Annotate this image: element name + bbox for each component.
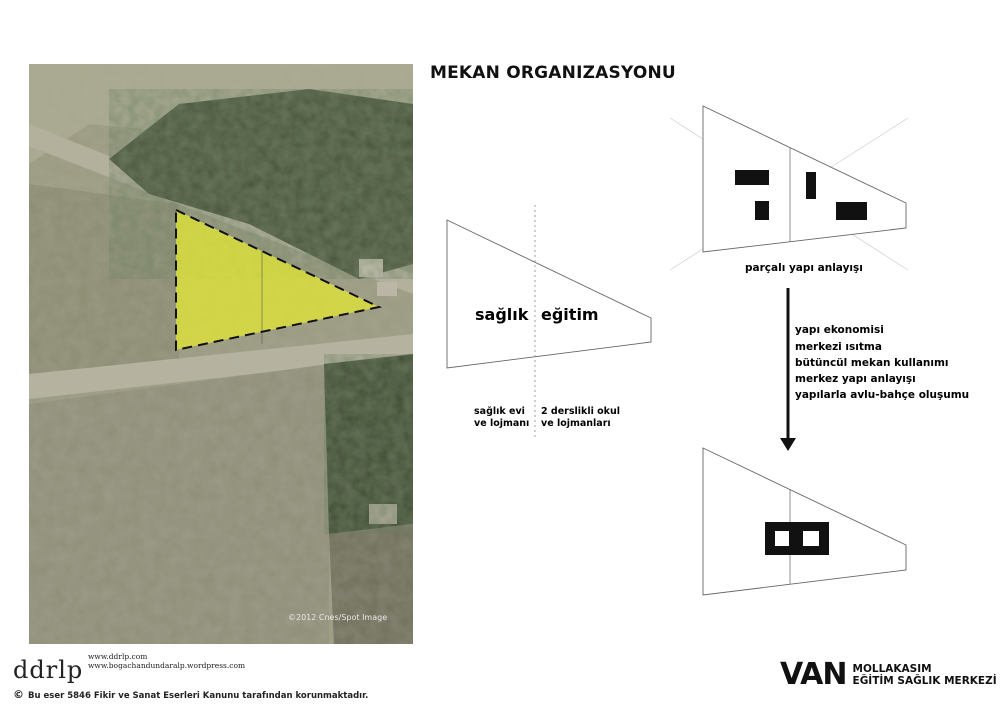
- license-note: [13, 688, 368, 701]
- block-1: [735, 170, 769, 185]
- block-3: [806, 172, 816, 199]
- note-2: merkezi ısıtma: [795, 341, 882, 353]
- caption-parcali: parçalı yapı anlayışı: [745, 262, 863, 274]
- transition-arrow: [780, 288, 796, 451]
- note-4: merkez yapı anlayışı: [795, 373, 916, 385]
- note-3: bütüncül mekan kullanımı: [795, 357, 949, 369]
- project-name-1: MOLLAKASIM: [852, 663, 932, 675]
- block-4: [836, 202, 867, 220]
- url-2[interactable]: www.bogachandundaralp.wordpress.com: [88, 661, 246, 670]
- central-block: [765, 522, 829, 555]
- block-2: [755, 201, 769, 220]
- note-1: yapı ekonomisi: [795, 324, 884, 336]
- caption-egitim-2: ve lojmanları: [541, 418, 611, 429]
- note-5: yapılarla avlu-bahçe oluşumu: [795, 389, 970, 401]
- caption-saglik-2: ve lojmanı: [474, 418, 530, 429]
- ddrlp-logo: ddrlp: [13, 656, 84, 684]
- diagram-zoning: [447, 205, 651, 440]
- project-title: [780, 657, 997, 692]
- label-saglik: sağlık: [475, 305, 529, 324]
- footer-urls: [88, 652, 245, 670]
- page-title: MEKAN ORGANIZASYONU: [430, 63, 676, 83]
- arrow-notes: [795, 324, 969, 401]
- diagram-fragmented: [670, 106, 908, 274]
- label-egitim: eğitim: [541, 305, 599, 324]
- project-name-2: EĞİTİM SAĞLIK MERKEZİ: [852, 675, 997, 687]
- url-1[interactable]: www.ddrlp.com: [88, 652, 148, 661]
- project-name: [853, 663, 997, 687]
- copyright-icon: ©: [13, 688, 24, 701]
- diagram-central: [703, 448, 906, 595]
- project-city: VAN: [780, 657, 847, 692]
- caption-egitim-1: 2 derslikli okul: [541, 406, 621, 417]
- caption-saglik-1: sağlık evi: [474, 406, 525, 417]
- imagery-copyright: ©2012 Cnes/Spot Image: [288, 613, 388, 622]
- license-text: Bu eser 5846 Fikir ve Sanat Eserleri Kanunu tarafından korunmaktadır.: [28, 691, 369, 701]
